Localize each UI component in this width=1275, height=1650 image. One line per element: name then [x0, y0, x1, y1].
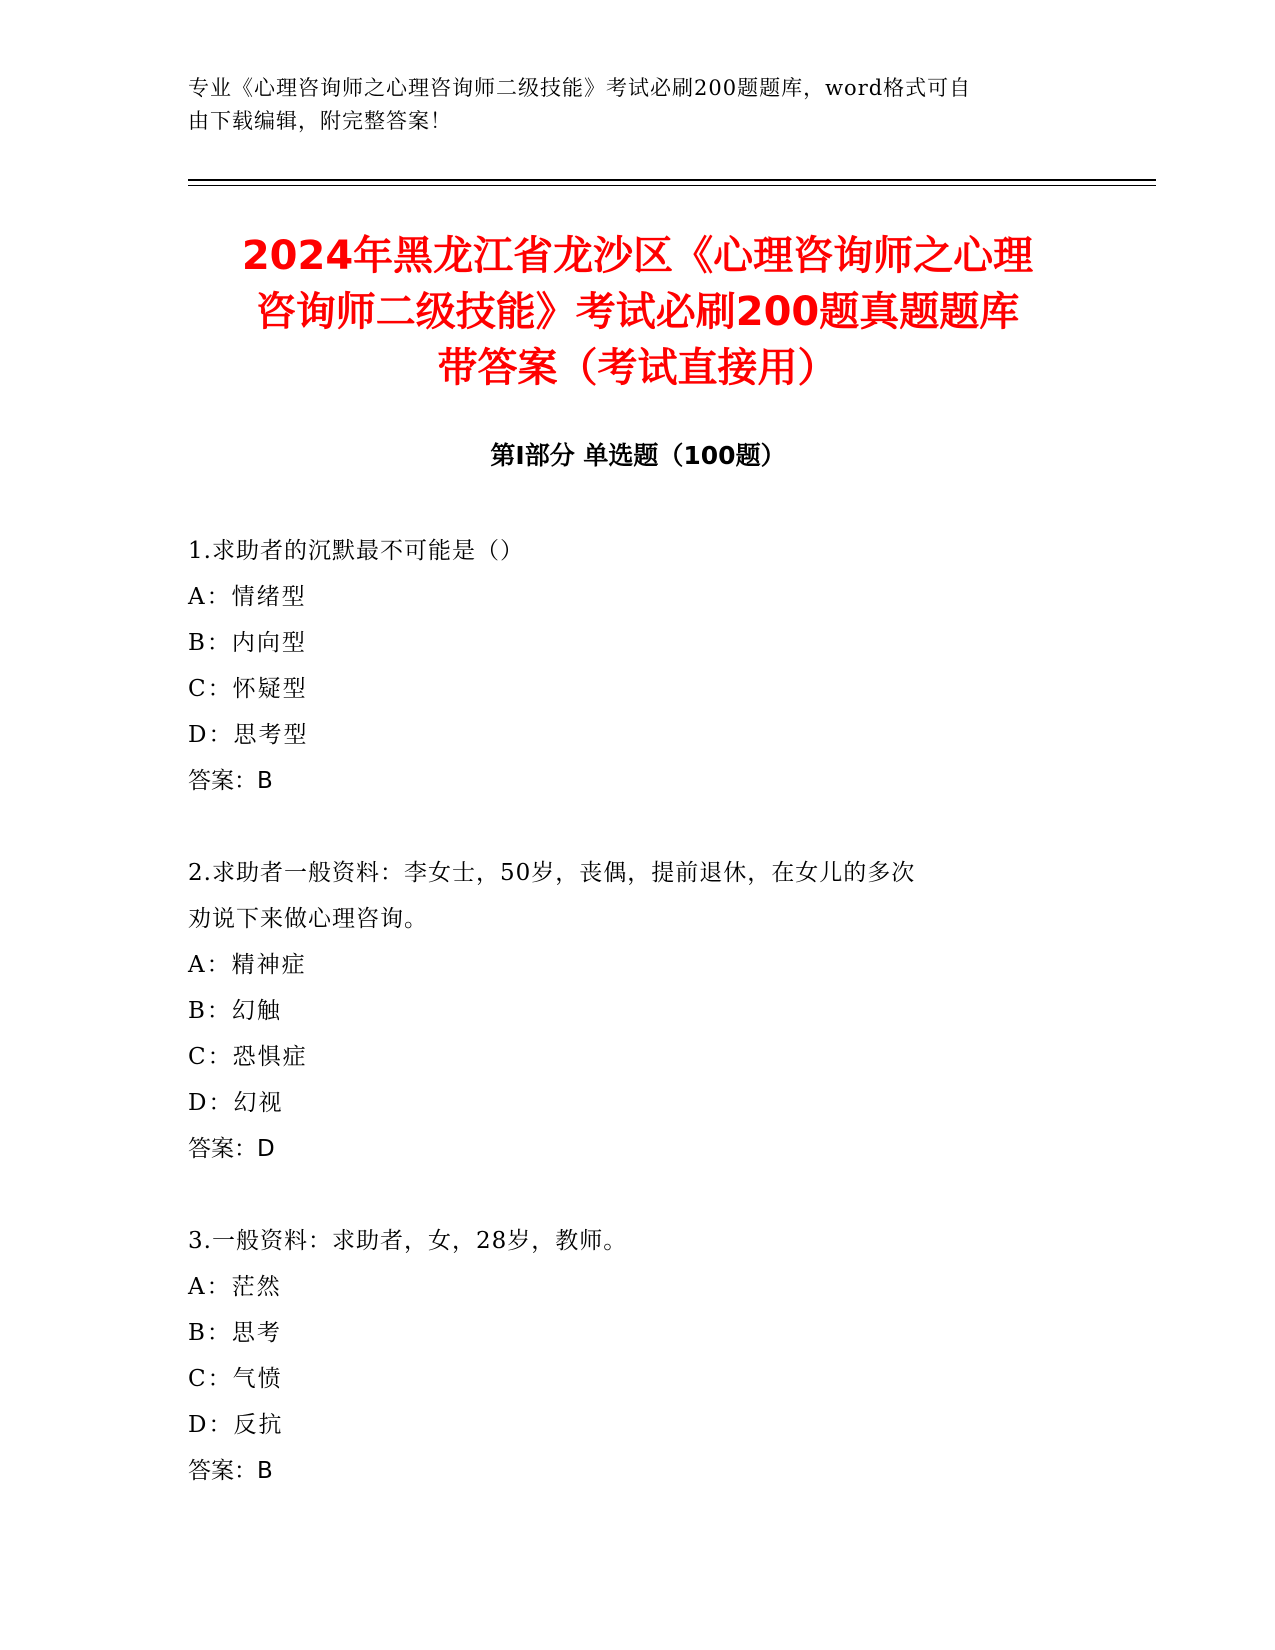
- question-stem-line: 1.求助者的沉默最不可能是（）: [188, 538, 524, 564]
- question-list: [188, 528, 1088, 1540]
- option-c: C：气愤: [188, 1366, 283, 1392]
- question-stem: [188, 528, 1088, 574]
- question-2: [188, 850, 1088, 1172]
- header-divider-thin: [188, 185, 1156, 186]
- header-note: [188, 72, 1078, 138]
- option-a: A：情绪型: [188, 584, 307, 610]
- option-c: C：怀疑型: [188, 676, 308, 702]
- option-a: A：茫然: [188, 1274, 282, 1300]
- title-line: 咨询师二级技能》考试必刷200题真题题库: [255, 289, 1020, 335]
- option-d: D：幻视: [188, 1090, 284, 1116]
- section-heading: 第I部分 单选题（100题）: [490, 441, 786, 470]
- question-stem: [188, 1218, 1088, 1264]
- option-b: B：内向型: [188, 630, 307, 656]
- question-stem-line: 3.一般资料：求助者，女，28岁，教师。: [188, 1228, 628, 1254]
- answer-line: 答案：D: [188, 1136, 275, 1162]
- header-divider-thick: [188, 179, 1156, 181]
- question-3: [188, 1218, 1088, 1494]
- question-1: [188, 528, 1088, 804]
- question-stem: [188, 850, 1088, 942]
- option-c: C：恐惧症: [188, 1044, 308, 1070]
- option-b: B：幻触: [188, 998, 282, 1024]
- option-a: A：精神症: [188, 952, 307, 978]
- option-d: D：思考型: [188, 722, 309, 748]
- title-line: 带答案（考试直接用）: [437, 345, 838, 391]
- document-title: [150, 228, 1125, 396]
- header-note-line: 由下载编辑，附完整答案！: [188, 109, 452, 133]
- answer-line: 答案：B: [188, 1458, 273, 1484]
- option-d: D：反抗: [188, 1412, 284, 1438]
- title-line: 2024年黑龙江省龙沙区《心理咨询师之心理: [241, 233, 1034, 279]
- header-note-line: 专业《心理咨询师之心理咨询师二级技能》考试必刷200题题库，word格式可自: [188, 76, 972, 100]
- question-stem-line: 劝说下来做心理咨询。: [188, 906, 428, 932]
- option-b: B：思考: [188, 1320, 282, 1346]
- question-stem-line: 2.求助者一般资料：李女士，50岁，丧偶，提前退休，在女儿的多次: [188, 860, 916, 886]
- answer-line: 答案：B: [188, 768, 273, 794]
